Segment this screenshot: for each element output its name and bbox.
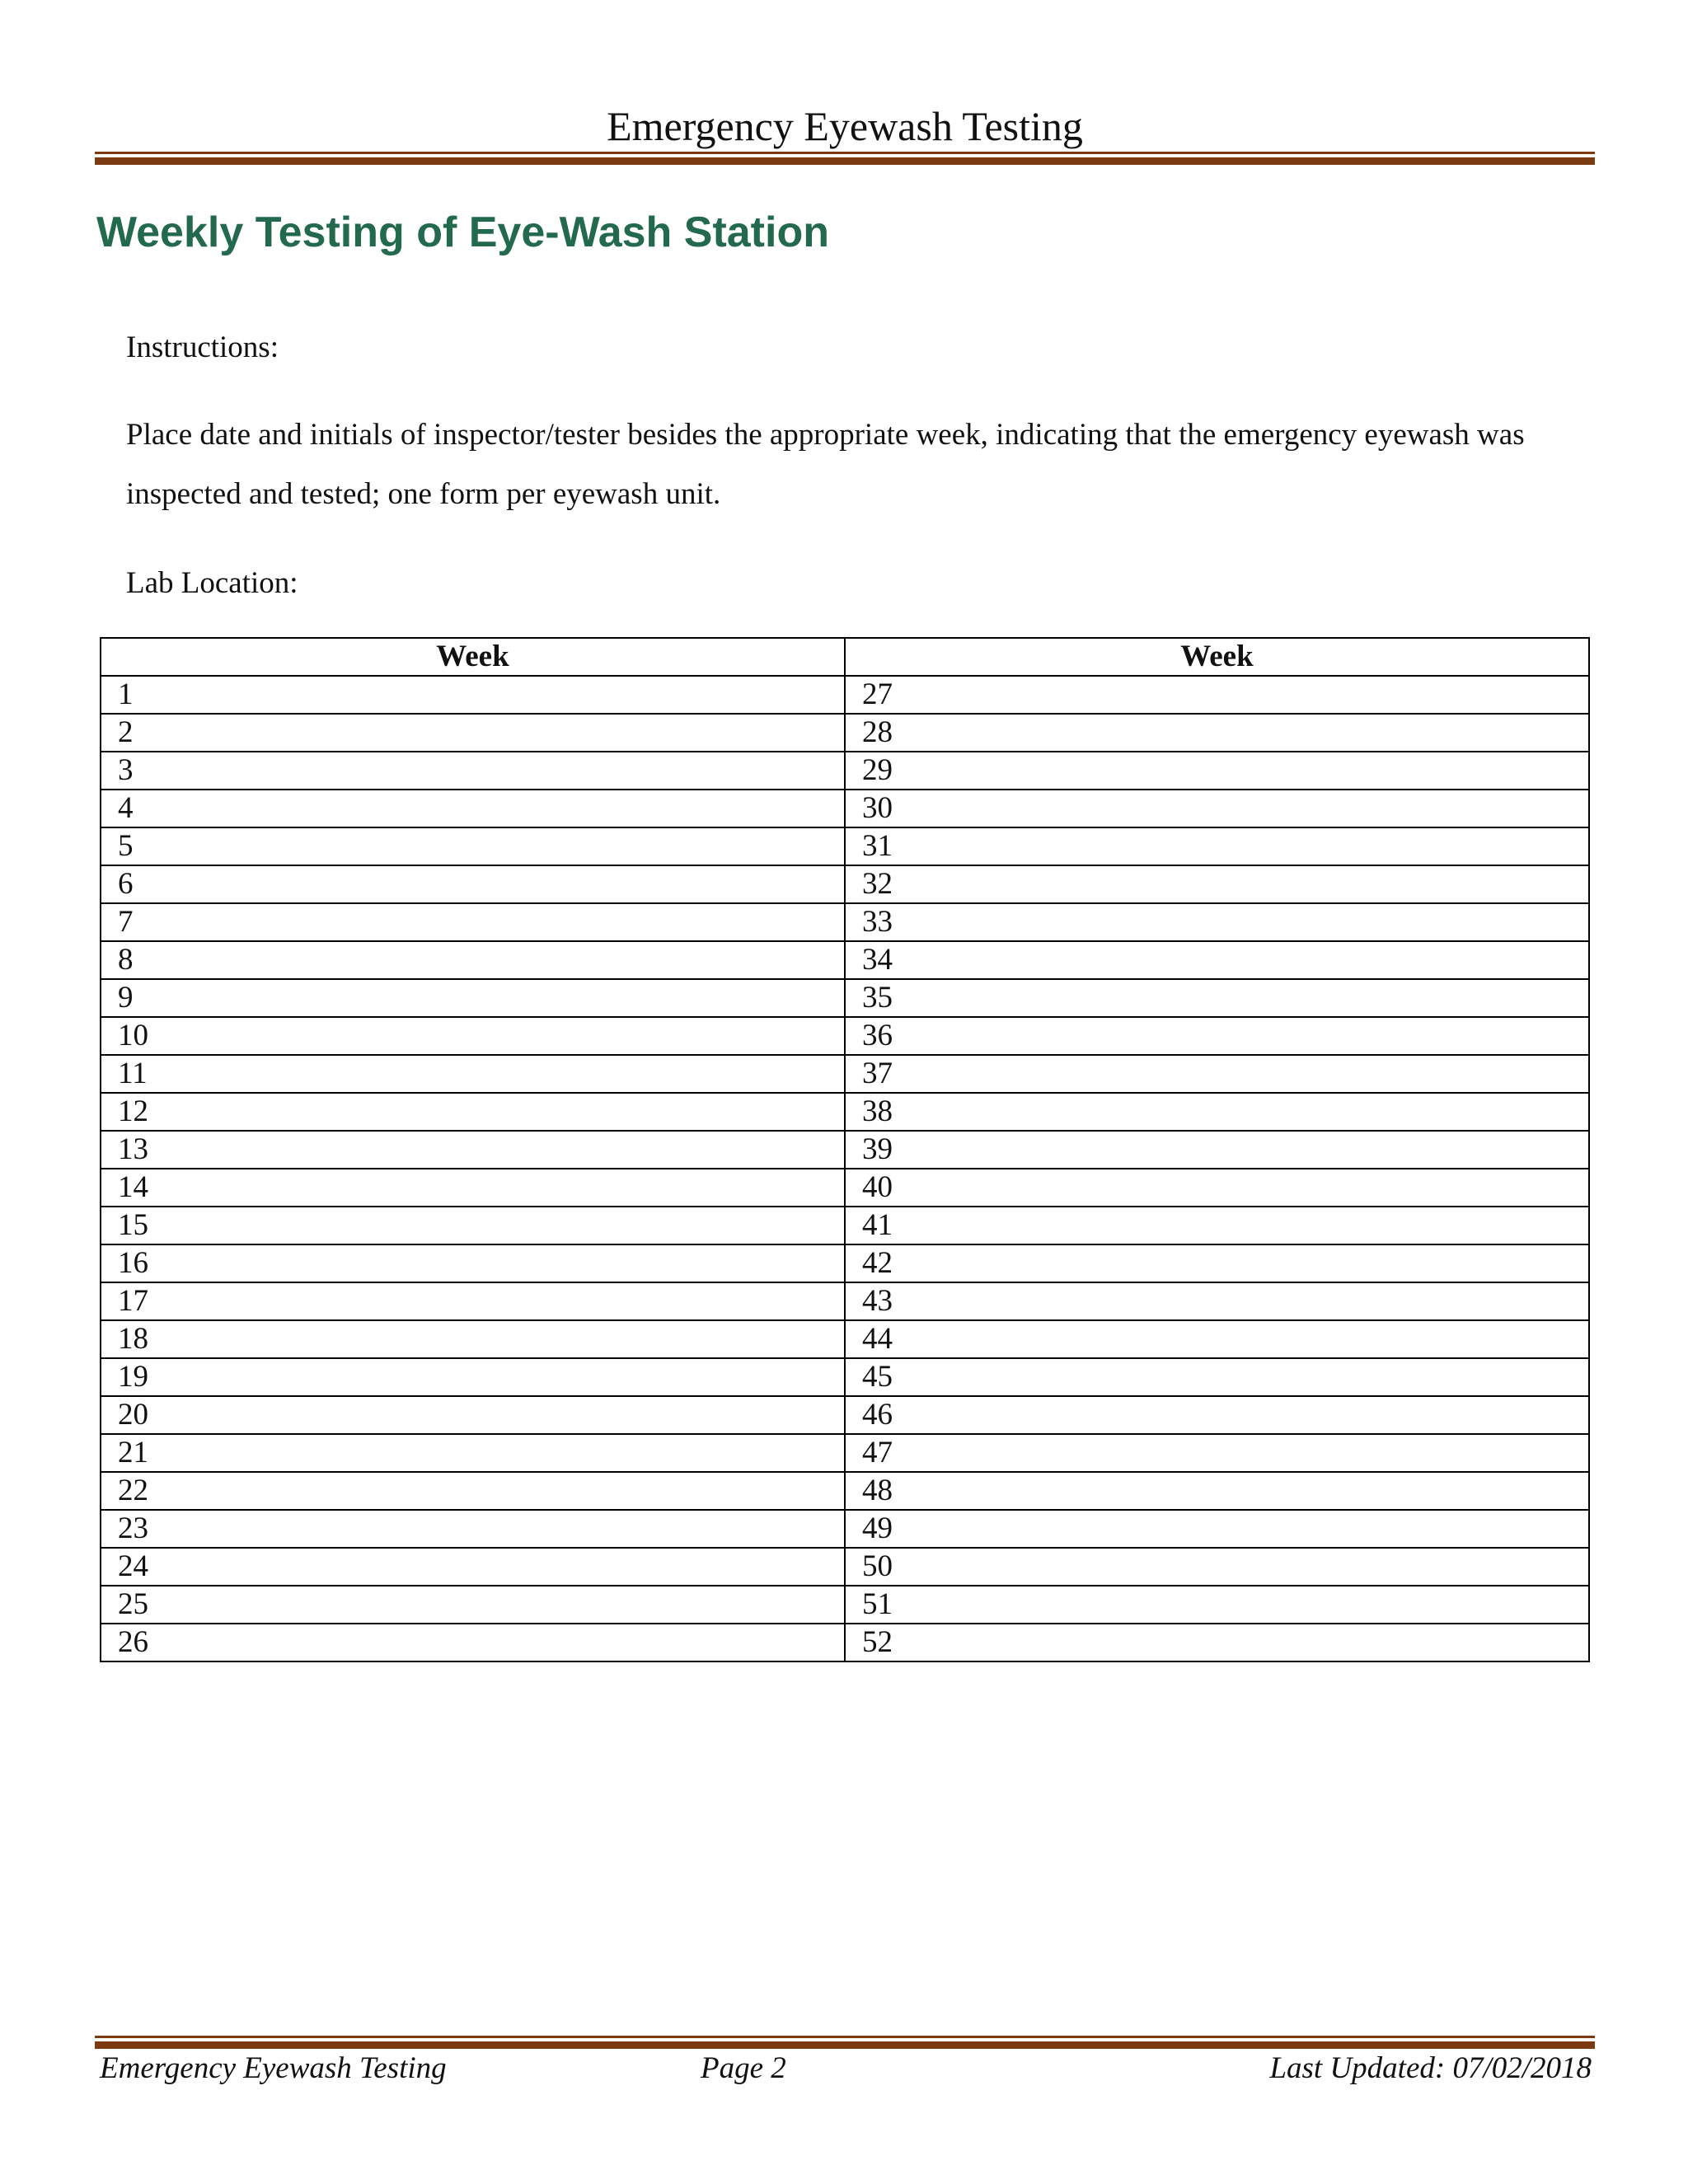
table-row (101, 1320, 1589, 1358)
table-row (101, 676, 1589, 714)
table-row (101, 865, 1589, 903)
table-row (101, 1244, 1589, 1282)
week-cell-right[interactable]: 49 (845, 1510, 1589, 1548)
instructions-label: Instructions: (126, 330, 279, 364)
week-cell-right[interactable]: 30 (845, 790, 1589, 827)
week-cell-right[interactable]: 43 (845, 1282, 1589, 1320)
instructions-text: Place date and initials of inspector/tester besides the appropriate week, indicating that the emergency eyewash was inspected and tested; one form per eyewash unit. (126, 418, 1525, 511)
table-row (101, 1510, 1589, 1548)
table-row (101, 752, 1589, 790)
page-footer (95, 2044, 1595, 2093)
footer-document-title: Emergency Eyewash Testing (100, 2051, 447, 2085)
week-cell-left[interactable]: 7 (101, 903, 845, 941)
column-header-week-left: Week (101, 638, 845, 676)
week-cell-right[interactable]: 35 (845, 979, 1589, 1017)
week-cell-right[interactable]: 42 (845, 1244, 1589, 1282)
week-cell-left[interactable]: 13 (101, 1131, 845, 1169)
week-cell-left[interactable]: 11 (101, 1055, 845, 1093)
week-cell-left[interactable]: 14 (101, 1169, 845, 1207)
week-cell-left[interactable]: 22 (101, 1472, 845, 1510)
table-row (101, 1472, 1589, 1510)
week-cell-right[interactable]: 36 (845, 1017, 1589, 1055)
week-cell-right[interactable]: 31 (845, 827, 1589, 865)
week-cell-left[interactable]: 4 (101, 790, 845, 827)
week-cell-right[interactable]: 52 (845, 1624, 1589, 1661)
week-cell-right[interactable]: 38 (845, 1093, 1589, 1131)
table-row (101, 979, 1589, 1017)
week-cell-right[interactable]: 41 (845, 1207, 1589, 1244)
week-cell-right[interactable]: 27 (845, 676, 1589, 714)
week-cell-right[interactable]: 45 (845, 1358, 1589, 1396)
week-cell-left[interactable]: 3 (101, 752, 845, 790)
footer-page-number: Page 2 (701, 2051, 786, 2085)
table-row (101, 1207, 1589, 1244)
table-row (101, 1624, 1589, 1661)
table-row (101, 1434, 1589, 1472)
week-cell-right[interactable]: 40 (845, 1169, 1589, 1207)
table-header-row (101, 638, 1589, 676)
week-cell-left[interactable]: 10 (101, 1017, 845, 1055)
week-cell-left[interactable]: 23 (101, 1510, 845, 1548)
table-row (101, 1396, 1589, 1434)
week-cell-left[interactable]: 12 (101, 1093, 845, 1131)
week-cell-right[interactable]: 39 (845, 1131, 1589, 1169)
week-cell-left[interactable]: 20 (101, 1396, 845, 1434)
week-cell-left[interactable]: 16 (101, 1244, 845, 1282)
week-cell-right[interactable]: 33 (845, 903, 1589, 941)
table-row (101, 1017, 1589, 1055)
table-row (101, 1055, 1589, 1093)
table-row (101, 903, 1589, 941)
week-cell-left[interactable]: 8 (101, 941, 845, 979)
table-row (101, 1131, 1589, 1169)
table-row (101, 941, 1589, 979)
weekly-testing-table (100, 637, 1590, 1662)
table-row (101, 790, 1589, 827)
table-row (101, 714, 1589, 752)
week-cell-left[interactable]: 6 (101, 865, 845, 903)
week-cell-left[interactable]: 17 (101, 1282, 845, 1320)
week-cell-right[interactable]: 50 (845, 1548, 1589, 1586)
week-cell-left[interactable]: 15 (101, 1207, 845, 1244)
week-cell-right[interactable]: 44 (845, 1320, 1589, 1358)
footer-last-updated: Last Updated: 07/02/2018 (1269, 2051, 1592, 2085)
page-header-title: Emergency Eyewash Testing (607, 103, 1083, 149)
week-cell-right[interactable]: 37 (845, 1055, 1589, 1093)
week-cell-right[interactable]: 51 (845, 1586, 1589, 1624)
table-row (101, 1093, 1589, 1131)
week-cell-left[interactable]: 1 (101, 676, 845, 714)
lab-location-label: Lab Location: (126, 566, 298, 600)
table-row (101, 1169, 1589, 1207)
table-row (101, 827, 1589, 865)
week-cell-right[interactable]: 29 (845, 752, 1589, 790)
week-cell-right[interactable]: 48 (845, 1472, 1589, 1510)
table-row (101, 1358, 1589, 1396)
week-cell-left[interactable]: 24 (101, 1548, 845, 1586)
week-cell-right[interactable]: 32 (845, 865, 1589, 903)
week-cell-left[interactable]: 9 (101, 979, 845, 1017)
table-row (101, 1282, 1589, 1320)
week-cell-left[interactable]: 26 (101, 1624, 845, 1661)
week-cell-left[interactable]: 5 (101, 827, 845, 865)
week-cell-left[interactable]: 19 (101, 1358, 845, 1396)
header-rule (95, 152, 1595, 165)
week-cell-right[interactable]: 47 (845, 1434, 1589, 1472)
table-row (101, 1586, 1589, 1624)
table-row (101, 1548, 1589, 1586)
week-cell-right[interactable]: 34 (845, 941, 1589, 979)
week-cell-right[interactable]: 28 (845, 714, 1589, 752)
week-cell-left[interactable]: 25 (101, 1586, 845, 1624)
week-cell-left[interactable]: 21 (101, 1434, 845, 1472)
table-body (101, 676, 1589, 1661)
week-cell-left[interactable]: 2 (101, 714, 845, 752)
week-cell-right[interactable]: 46 (845, 1396, 1589, 1434)
week-cell-left[interactable]: 18 (101, 1320, 845, 1358)
column-header-week-right: Week (845, 638, 1589, 676)
section-title: Weekly Testing of Eye-Wash Station (96, 209, 829, 256)
